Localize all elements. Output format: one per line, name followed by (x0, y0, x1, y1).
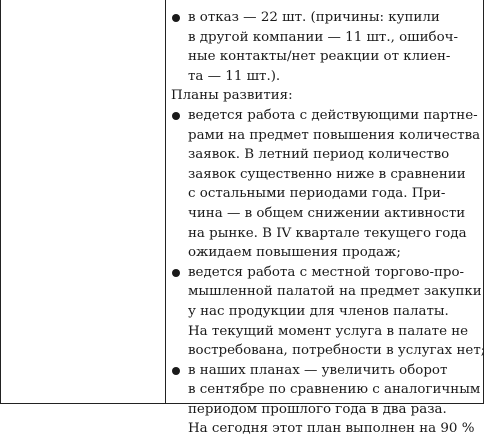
text-line: та — 11 шт.). (188, 68, 281, 84)
section-heading: Планы развития: (171, 88, 293, 104)
right-column-content (171, 8, 486, 439)
bullet-icon (172, 367, 180, 375)
text-line: заявок существенно ниже в сравнении (188, 166, 466, 182)
text-line: с остальными периодами года. При- (188, 186, 446, 202)
text-line: периодом прошлого года в два раза. (188, 401, 447, 417)
bullet-item-rejections (171, 8, 483, 86)
bullet-icon (172, 14, 180, 22)
text-line: На сегодня этот план выполнен на 90 % (188, 421, 475, 437)
bullet-icon (172, 112, 180, 120)
text-line: на рынке. В IV квартале текущего года (188, 225, 467, 241)
text-line: ожидаем повышения продаж; (188, 245, 401, 261)
bullet-item-plans (171, 361, 483, 439)
text-line: востребована, потребности в услугах нет; (188, 343, 486, 359)
text-line: мышленной палатой на предмет закупки (188, 284, 482, 300)
text-line: ные контакты/нет реакции от клиен- (188, 49, 451, 65)
text-line: На текущий момент услуга в палате не (188, 323, 469, 339)
text-line: в другой компании — 11 шт., ошибоч- (188, 29, 459, 45)
bullet-item-partners (171, 106, 483, 263)
text-line: ведется работа с действующими партне- (188, 107, 478, 123)
text-line: в отказ — 22 шт. (причины: купили (188, 10, 440, 25)
text-line: ведется работа с местной торгово-про- (188, 264, 465, 280)
bullet-item-chamber (171, 263, 486, 361)
column-divider (165, 0, 166, 403)
bullet-icon (172, 269, 180, 277)
text-line: у нас продукции для членов палаты. (188, 303, 449, 319)
text-line: в наших планах — увеличить оборот (188, 362, 448, 378)
text-line: заявок. В летний период количество (188, 147, 450, 163)
text-line: чина — в общем снижении активности (188, 205, 466, 221)
text-line: рами на предмет повышения количества (188, 127, 481, 143)
text-line: в сентябре по сравнению с аналогичным (188, 382, 481, 398)
